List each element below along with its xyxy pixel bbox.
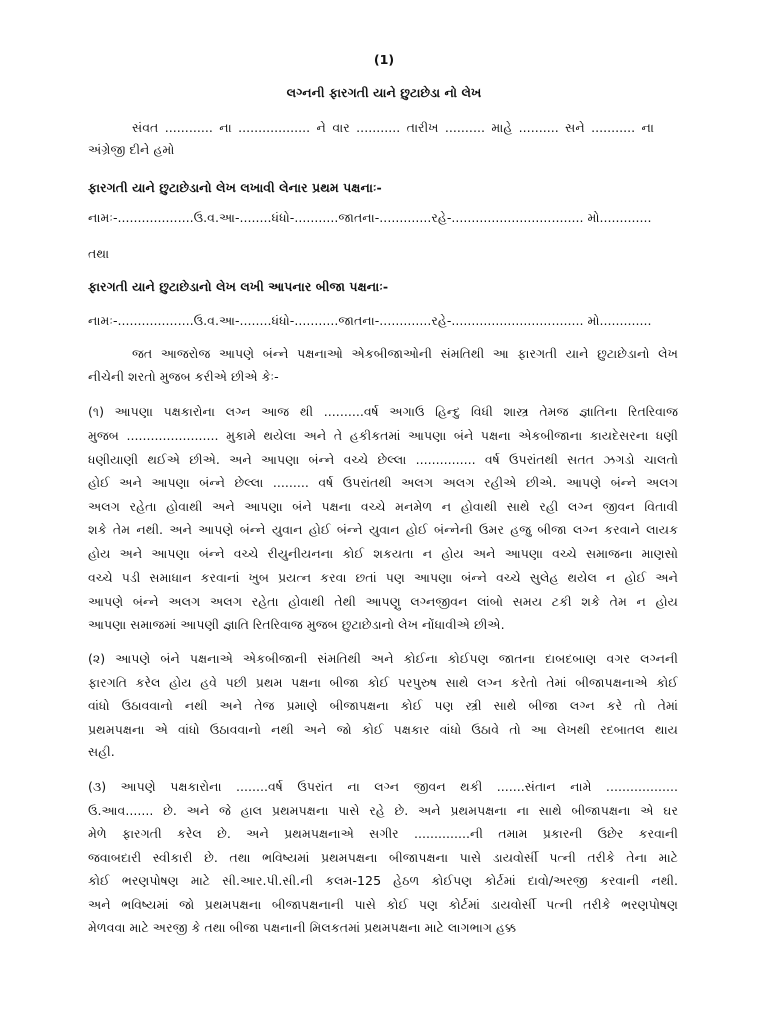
clause-1-line-7: હોય અને આપણા બંન્ને વચ્ચે રીયુનીયનના કોઈ શકયતા ન હોય અને આપણા વચ્ચે સમાજના માણસો <box>88 546 678 561</box>
clause-2-line-5: સહી. <box>88 744 115 759</box>
clause-2-line-2: ફારગતિ કરેલ હોય હવે પછી પ્રથમ પક્ષના બીજા કોઈ પરપુરુષ સાથે લગ્ન કરેતો તેમાં બીજાપક્ષનાએ કોઈ <box>88 675 678 690</box>
clause-3-line-1: (૩) આપણે પક્ષકારોના ........વર્ષ ઉપરાંત ના લગ્ન જીવન થકી .......સંતાન નામે .................. <box>88 779 678 794</box>
clause-2-line-4: પ્રથમપક્ષના એ વાંધો ઉઠાવવાનો નથી અને જો કોઈ પક્ષકાર વાંધો ઉઠાવે તો આ લેખથી રદબાતલ થાય <box>88 722 678 737</box>
clause-3-line-5: કોઈ ભરણપોષણ માટે સી.આર.પી.સી.ની કલમ-125 હેઠળ કોઈપણ કોર્ટમાં દાવો/અરજી કરવાની નથી. <box>88 873 678 888</box>
clause-3-line-2: ઉ.આવ....... છે. અને જે હાલ પ્રથમપક્ષના પાસે રહે છે. અને પ્રથમપક્ષના ના સાથે બીજાપક્ષના એ ઘર <box>88 803 678 818</box>
clause-1-line-5: અલગ રહેતા હોવાથી અને આપણા બંને પક્ષના વચ્ચે મનમેળ ન હોવાથી સાથે રહી લગ્ન જીવન વિતાવી <box>88 499 678 514</box>
second-party-details: નામઃ-...................ઉ.વ.આ-........ધંધો-...........જાતના-.............રહે-................................. મો............. <box>88 313 652 328</box>
clause-1-line-6: શકે તેમ નથી. અને આપણે બંન્ને યુવાન હોઈ બંન્ને યુવાન હોઈ બંન્નેની ઉંમર હજુ બીજા લગ્ન કરવાને લાયક <box>88 522 678 537</box>
document-title: લગ્નની ફારગતી યાને છુટાછેડા નો લેખ <box>286 85 482 100</box>
clause-2-line-3: વાંધો ઉઠાવવાનો નથી અને તેજ પ્રમાણે બીજાપક્ષના કોઈ પણ સ્ત્રી સાથે બીજા લગ્ન કરે તો તેમાં <box>88 698 678 713</box>
clause-3-line-7: મેળવવા માટે અરજી કે તથા બીજા પક્ષનાની મિલકતમાં પ્રથમપક્ષના માટે લાગભાગ હક્ક <box>88 920 517 935</box>
page-number: (1) <box>373 52 395 67</box>
clause-1-line-9: આપણે બંન્ને અલગ અલગ રહેતા હોવાથી તેથી આપણુ લગ્નજીવન લાંબો સમય ટકી શકે તેમ ન હોય <box>88 594 678 609</box>
first-party-heading: ફારગતી યાને છુટાછેડાનો લેખ લખાવી લેનાર પ્રથમ પક્ષનાઃ- <box>88 180 382 195</box>
clause-1-line-10: આપણા સમાજમાં આપણી જ્ઞાતિ રિતરિવાજ મુજબ છુટાછેડાનો લેખ નોંધાવીએ છીએ. <box>88 617 505 632</box>
first-party-details: નામઃ-...................ઉ.વ.આ-........ધંધો-...........જાતના-.............રહે-................................. મો............. <box>88 210 652 225</box>
preamble-line-2: નીચેની શરતો મુજબ કરીએ છીએ કેઃ- <box>88 369 279 384</box>
preamble-line-1: જત આજરોજ આપણે બંન્ને પક્ષનાઓ એકબીજાઓની સંમતિથી આ ફારગતી યાને છુટાછેડાનો લેખ <box>132 346 678 361</box>
intro-line-1: સંવત ............ ના .................. ને વાર ........... તારીખ .......... માહે .......... સને ........... ના <box>132 120 654 135</box>
intro-line-2: અંગ્રેજી દીને હમો <box>88 142 175 157</box>
clause-1-line-4: હોઈ અને આપણા બંન્ને છેલ્લા ......... વર્ષ ઉપરાંતથી અલગ અલગ રહીએ છીએ. આપણે બંન્ને અલગ <box>88 475 678 490</box>
and-word: તથા <box>88 246 110 261</box>
clause-1-line-3: ધણીયાણી થઈએ છીએ. અને આપણા બંન્ને વચ્ચે છેલ્લા ............... વર્ષ ઉપરાંતથી સતત ઝગડો ચાલતો <box>88 452 678 467</box>
clause-1-line-2: મુજબ ....................... મુકામે થયેલા અને તે હકીકતમાં આપણા બંને પક્ષના એકબીજાના કાયદેસરના ધણી <box>88 428 678 443</box>
clause-1-line-8: વચ્ચે પડી સમાધાન કરવાનાં ખુબ પ્રયત્ન કરવા છતાં પણ આપણા બંન્ને વચ્ચે સુલેહ થયેલ ન હોઈ અને <box>88 570 678 585</box>
clause-3-line-3: મેળે ફારગતી કરેલ છે. અને પ્રથમપક્ષનાએ સગીર ..............ની તમામ પ્રકારની ઉછેર કરવાની <box>88 826 678 841</box>
clause-2-line-1: (૨) આપણે બંને પક્ષનાએ એકબીજાની સંમતિથી અને કોઈના કોઈપણ જાતના દાબદબાણ વગર લગ્નની <box>88 651 678 666</box>
clause-3-line-4: જવાબદારી સ્વીકારી છે. તથા ભવિષ્યમાં પ્રથમપક્ષના બીજાપક્ષના પાસે ડાયવોર્સી પત્ની તરીકે તેના માટે <box>88 850 678 865</box>
second-party-heading: ફારગતી યાને છુટાછેડાનો લેખ લખી આપનાર બીજા પક્ષનાઃ- <box>88 279 389 294</box>
clause-1-line-1: (૧) આપણા પક્ષકારોના લગ્ન આજ થી ..........વર્ષ અગાઉ હિન્દુ વિધી શાસ્ત્ર તેમજ જ્ઞાતિના રિતરિવાજ <box>88 404 678 419</box>
clause-3-line-6: અને ભવિષ્યમાં જો પ્રથમપક્ષના બીજાપક્ષનાની પાસે કોઈ પણ કોર્ટમાં ડાયવોર્સી પત્ની તરીકે ભરણપોષણ <box>88 897 678 912</box>
